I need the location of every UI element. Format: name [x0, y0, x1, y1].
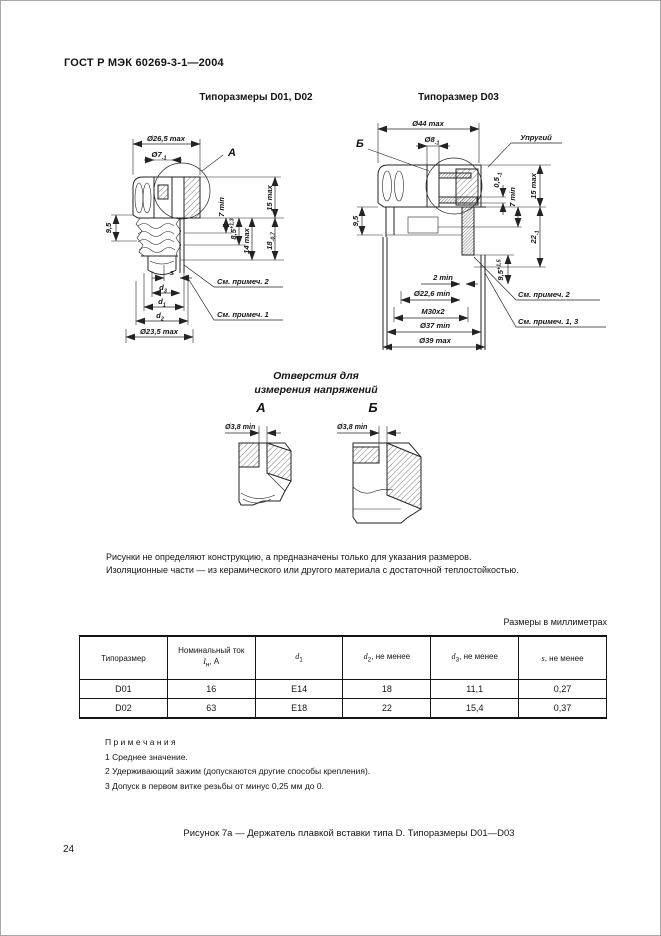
dim-label-2min: 2 min [433, 273, 453, 282]
see-note-1-label: См. примеч. 1 [217, 310, 269, 319]
dim-label-cap-dia: Ø26,5 max [147, 134, 185, 143]
cap-outline [133, 177, 281, 273]
dim-label-dia226: Ø22,6 min [413, 289, 451, 298]
dim-label-dia37: Ø37 min [420, 321, 450, 330]
drawing-title-d01-d02: Типоразмеры D01, D02 [199, 92, 313, 103]
dim-label-dia-a: Ø3,8 min [225, 422, 256, 431]
dim-label-7min: 7 min [217, 197, 226, 217]
note-item: 1 Среднее значение. [105, 751, 188, 762]
dim-label-7min: 7 min [508, 187, 517, 207]
table-row [80, 699, 607, 719]
cell-d1: E14 [255, 680, 343, 699]
dim-label-95t: $9,5^{+1,5}$ [496, 259, 505, 281]
note-item: 2 Удерживающий зажим (допускаются другие способы крепления). [105, 766, 371, 776]
drawing-title-d03: Типоразмер D03 [418, 92, 499, 103]
dim-label-22: $22_{-1}$ [529, 230, 541, 244]
cell-d1: E18 [255, 699, 343, 719]
dim-label-hole-dia: $Ø8_{-1}$ [424, 135, 440, 147]
table-row [80, 680, 607, 699]
col-header-d1: $d_1$ [255, 636, 343, 680]
dim-left-95 [104, 215, 137, 241]
cell-s: 0,27 [519, 680, 607, 699]
dim-label-15max: 15 max [529, 173, 538, 199]
cap-outline [378, 165, 551, 207]
cell-d3: 15,4 [431, 699, 519, 719]
hole-detail-view-a [223, 417, 303, 539]
see-note-1-3-label: См. примеч. 1, 3 [518, 317, 579, 326]
dim-label-15max: 15 max [265, 185, 274, 211]
table-header-row [80, 636, 607, 680]
col-header-s: s, не менее [519, 636, 607, 680]
cell-current: 63 [167, 699, 255, 719]
see-note-2-label: См. примеч. 2 [518, 290, 570, 299]
dim-label-85: $8,5^{+1,3}$ [229, 218, 238, 240]
body-paragraph [106, 551, 596, 577]
holes-title-line2: измерения напряжений [254, 384, 378, 396]
detail-letter-a: A [228, 147, 236, 159]
detail-letter-b: Б [356, 138, 364, 150]
dim-label-d1: $d_1$ [158, 297, 166, 309]
dim-label-s: s [169, 268, 175, 277]
dim-label-left-95: 9,5 [104, 222, 113, 234]
dim-label-thread: М30х2 [421, 307, 445, 316]
view-letter-a: А [256, 400, 266, 415]
section-outline-a [239, 443, 291, 505]
view-letter-b: Б [368, 400, 378, 415]
note-leaders [184, 265, 283, 320]
dim-left-95 [351, 207, 383, 235]
spring-label: Упругий [520, 133, 552, 142]
fuse-holder-drawing-d03 [346, 107, 611, 365]
note-item: 3 Допуск в первом витке резьбы от минус 0,25 мм до 0. [105, 780, 324, 791]
dimensions-table [79, 635, 607, 719]
dim-label-05: $0,5_{-1}$ [492, 172, 504, 188]
doc-header: ГОСТ Р МЭК 60269-3-1—2004 [64, 57, 224, 69]
col-header-d3: $d_3$, не менее [431, 636, 519, 680]
dim-label-left-95: 9,5 [351, 215, 360, 227]
dim-label-14max: 14 max [242, 228, 251, 254]
cell-size: D02 [80, 699, 168, 719]
cell-s: 0,37 [519, 699, 607, 719]
cell-d2: 22 [343, 699, 431, 719]
dim-cap-dia [133, 134, 200, 175]
page-number: 24 [63, 844, 75, 855]
fuse-holder-drawing-d01-d02 [96, 113, 326, 363]
bottom-dims [383, 273, 485, 347]
cell-current: 16 [167, 680, 255, 699]
dim-label-bottom-dia: Ø23,5 max [140, 327, 178, 336]
dim-label-dia39: Ø39 max [419, 336, 451, 345]
dim-hole-dia [144, 150, 182, 161]
dim-hole-dia [416, 135, 450, 165]
col-header-current: Номинальный ток $I_н$, А [167, 636, 255, 680]
dim-label-dia-b: Ø3,8 min [337, 422, 368, 431]
spring-label-group [488, 133, 562, 167]
cell-d2: 18 [343, 680, 431, 699]
figure-caption: Рисунок 7а — Держатель плавкой вставки типа D. Типоразмеры D01—D03 [183, 828, 515, 839]
col-header-size: Типоразмер [80, 636, 168, 680]
detail-letter-b-group [356, 138, 429, 171]
cell-size: D01 [80, 680, 168, 699]
hole-detail-view-b [331, 417, 431, 539]
bottom-dims [126, 265, 193, 343]
dim-label-hole-dia: $Ø7_{-1}$ [151, 150, 167, 162]
dim-label-d3: $d_3$ [159, 283, 167, 295]
notes-title: П р и м е ч а н и я [105, 737, 176, 747]
thread-skirt [136, 218, 181, 256]
holes-title-line1: Отверстия для [273, 370, 359, 382]
paragraph-line1: Рисунки не определяют конструкцию, а предназначены только для указания размеров. [106, 552, 472, 562]
cell-d3: 11,1 [431, 680, 519, 699]
right-dims [438, 165, 546, 284]
units-note: Размеры в миллиметрах [503, 617, 607, 627]
see-note-2-label: См. примеч. 2 [217, 277, 269, 286]
section-outline-b [353, 443, 421, 523]
note-leaders [474, 257, 606, 327]
holes-section-title [216, 369, 416, 397]
dim-label-18: $18_{-0,7}$ [265, 232, 277, 250]
dim-label-d2: $d_2$ [156, 311, 164, 323]
notes-block [105, 736, 565, 794]
col-header-d2: $d_2$, не менее [343, 636, 431, 680]
paragraph-line2: Изоляционные части — из керамического или другого материала с достаточной теплостойкостью. [106, 565, 519, 575]
dim-label-cap-dia: Ø44 max [412, 119, 444, 128]
